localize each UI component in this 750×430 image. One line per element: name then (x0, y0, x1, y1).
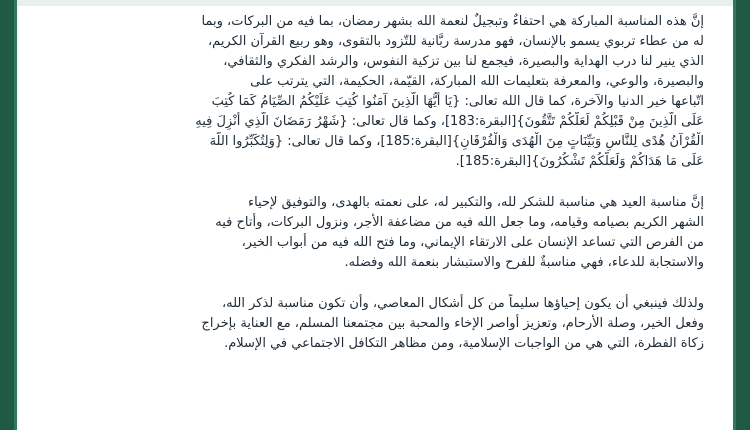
text-line: زكاة الفطرة، التي هي من الواجبات الإسلامية، ومن مظاهر التكافل الاجتماعي في الإسلام. (224, 336, 704, 351)
paragraph-1 (46, 12, 704, 172)
right-border-stripe (733, 0, 750, 430)
text-line: اتّباعها خير الدنيا والآخرة، كما قال الله تعالى: {يَا أَيُّهَا الَّذِينَ آمَنُوا كُتِبَ عَلَيْكُمُ الصِّيَامُ كَمَا كُتِبَ (211, 94, 704, 109)
text-line: من الفرص التي تساعد الإنسان على الارتقاء الإيماني، وما فتح الله فيه من أبواب الخير، (241, 235, 704, 250)
paragraph-3 (46, 294, 704, 354)
document-body (46, 12, 704, 354)
top-band (17, 0, 733, 6)
text-line: والبصيرة، والوعي، والمعرفة بتعليمات الله المباركة، القيّمة، الحكيمة، التي يترتب على (250, 74, 704, 89)
text-line: عَلَى الَّذِينَ مِنْ قَبْلِكُمْ لَعَلَّكُمْ تَتَّقُونَ}[البقرة:183]، وكما قال تعالى: {شَهْرُ رَمَضَانَ الَّذِي أُنْزِلَ فِيهِ (195, 114, 704, 129)
text-line: إنَّ مناسبة العيد هي مناسبة للشكر لله، والتكبير له، على نعمته بالهدى، والتوفيق لإحياء (247, 195, 704, 210)
left-border-stripe (0, 0, 17, 430)
text-line: له من عطاء تربوي يسمو بالإنسان، فهو مدرسة ربَّانية للتّزود بالتقوى، وهو ربيع القرآن الكريم، (207, 34, 704, 49)
text-line: عَلَى مَا هَدَاكُمْ وَلَعَلَّكُمْ تَشْكُرُونَ}[البقرة:185]. (455, 154, 704, 169)
text-line: ولذلك فينبغي أن يكون إحياؤها سليماً من كل أشكال المعاصي، وأن تكون مناسبة لذكر الله، (221, 296, 704, 311)
text-line: وفعل الخير، وصلة الأرحام، وتعزيز أواصر الإخاء والمحبة بين مجتمعنا المسلم، مع العناية بإخراج (201, 316, 704, 331)
text-line: الْقُرْآنُ هُدًى لِلنَّاسِ وَبَيِّنَاتٍ مِنَ الْهُدَى وَالْفُرْقَانِ}[البقرة:185]، وكما قال تعالى: {وَلِتُكَبِّرُوا اللَّهَ (209, 134, 704, 149)
text-line: إنَّ هذه المناسبة المباركة هي احتفاءٌ وتبجيلٌ لنعمة الله بشهر رمضان، بما فيه من البركات، وبما (201, 14, 704, 29)
text-line: والاستجابة للدعاء، فهي مناسبةٌ للفرح والاستبشار بنعمة الله وفضله. (344, 255, 704, 270)
text-line: الشهر الكريم بصيامه وقيامه، وما جعل الله فيه من مضاعفة الأجر، ونزول البركات، وأتاح فيه (215, 215, 704, 230)
text-line: الذي ينير لنا درب الهداية والبصيرة، فيجمع لنا بين تزكية النفوس، والرشد الفكري والثقافي، (223, 54, 704, 69)
paragraph-2 (46, 193, 704, 273)
